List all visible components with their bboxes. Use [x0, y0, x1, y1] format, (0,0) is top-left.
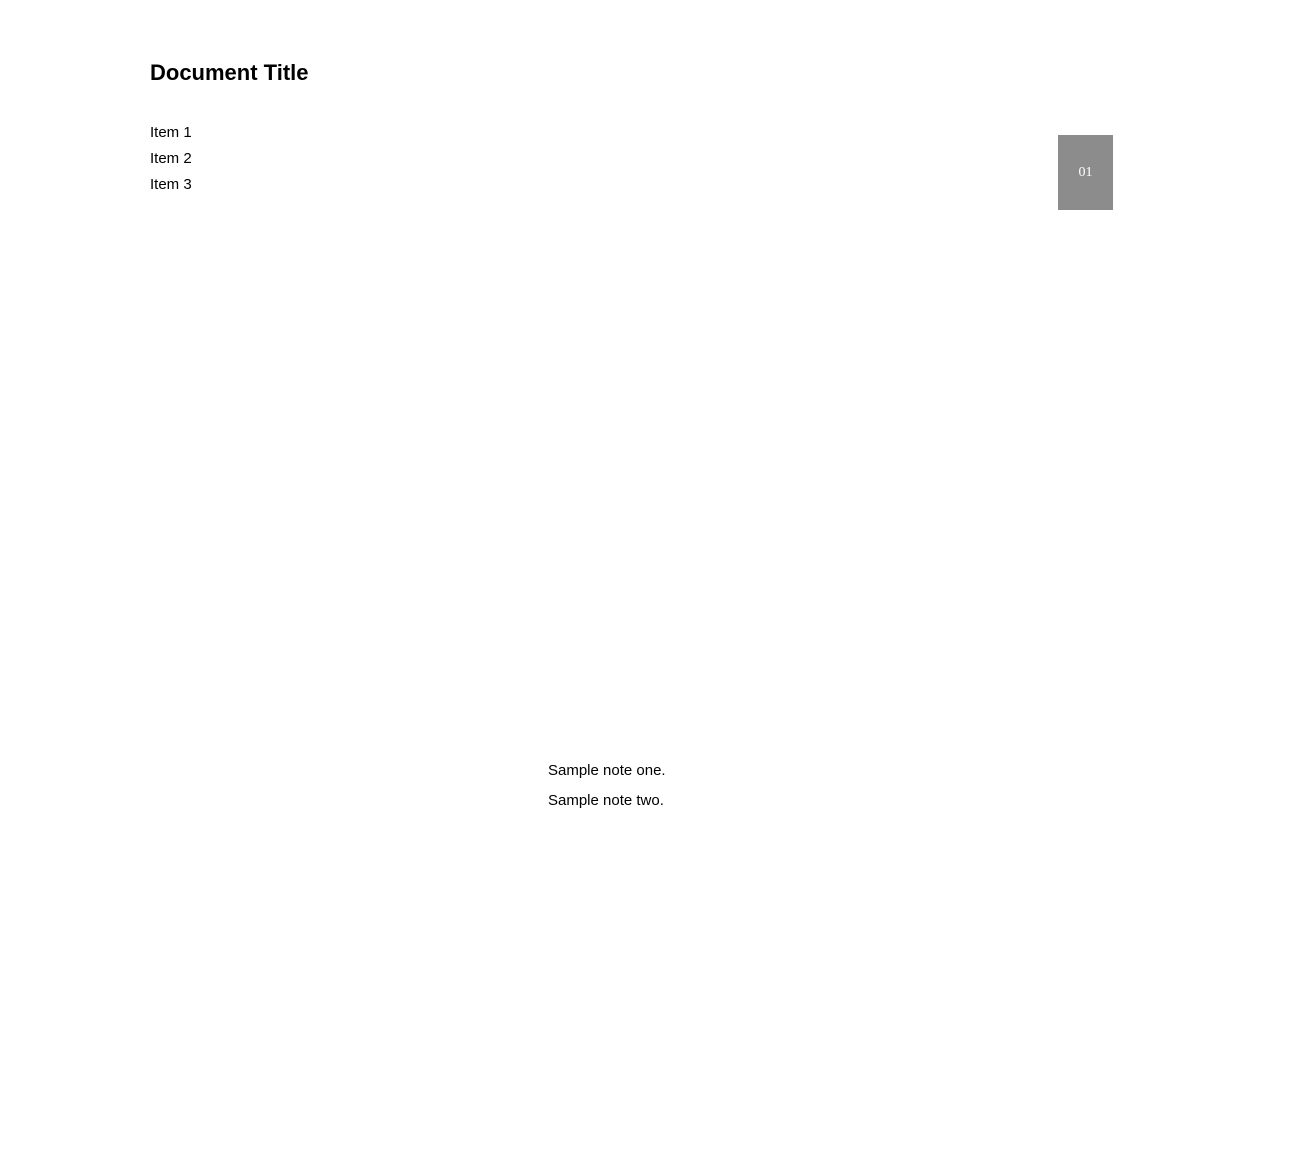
footnote: Sample note two. [548, 792, 664, 809]
footnote: Sample note one. [548, 762, 666, 779]
page-tab-badge: 01 [1058, 135, 1113, 210]
row-label: Item 1 [150, 124, 192, 141]
page-title: Document Title [150, 60, 309, 85]
row-label: Item 3 [150, 176, 192, 193]
row-label: Item 2 [150, 150, 192, 167]
